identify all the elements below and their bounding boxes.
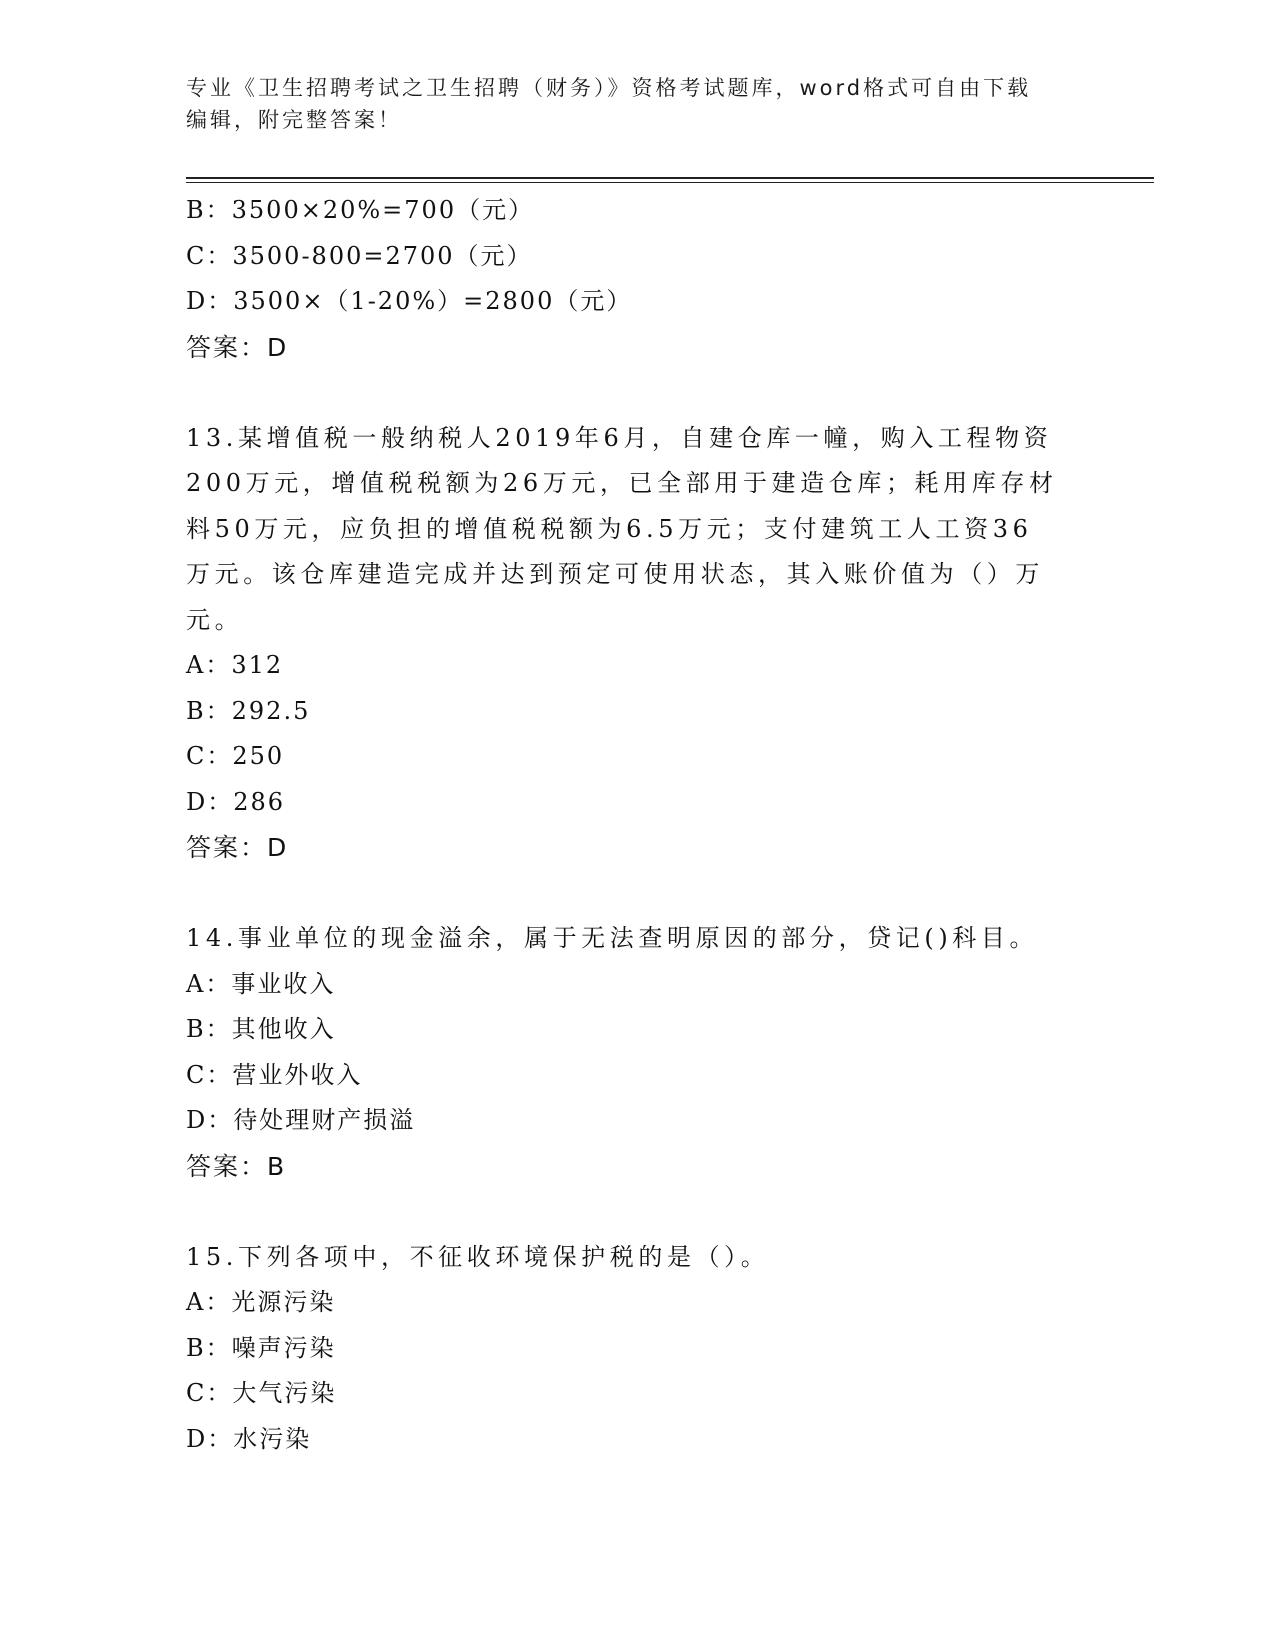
q12-option-d: D：3500×（1-20%）=2800（元） bbox=[186, 287, 633, 315]
q13-stem-line-5: 元。 bbox=[186, 605, 244, 634]
header-line-2: 编辑，附完整答案！ bbox=[186, 108, 402, 132]
q13-stem-line-3: 料50万元，应负担的增值税税额为6.5万元；支付建筑工人工资36 bbox=[186, 514, 1033, 543]
header-line-1: 专业《卫生招聘考试之卫生招聘（财务）》资格考试题库，word格式可自由下载 bbox=[186, 76, 1032, 100]
q13-stem-line-4: 万元。该仓库建造完成并达到预定可使用状态，其入账价值为（）万 bbox=[186, 560, 1044, 588]
q15-option-c: C：大气污染 bbox=[186, 1379, 337, 1407]
document-body bbox=[186, 188, 1066, 1462]
q13-option-c: C：250 bbox=[186, 742, 285, 770]
q12-option-b: B：3500×20%=700（元） bbox=[186, 196, 535, 224]
spacer bbox=[186, 370, 1066, 416]
q14-option-d: D：待处理财产损溢 bbox=[186, 1106, 416, 1134]
q13-option-d: D：286 bbox=[186, 787, 286, 816]
spacer bbox=[186, 871, 1066, 917]
q13-stem-line-2: 200万元，增值税税额为26万元，已全部用于建造仓库；耗用库存材 bbox=[186, 469, 1058, 497]
question-14 bbox=[186, 916, 1066, 1189]
spacer bbox=[186, 1189, 1066, 1235]
q15-stem: 15.下列各项中，不征收环境保护税的是（）。 bbox=[186, 1242, 770, 1271]
q15-option-b: B：噪声污染 bbox=[186, 1333, 336, 1362]
q13-stem-line-1: 13.某增值税一般纳税人2019年6月，自建仓库一幢，购入工程物资 bbox=[186, 423, 1053, 452]
q14-option-c: C：营业外收入 bbox=[186, 1060, 363, 1089]
q13-answer: 答案：D bbox=[186, 833, 289, 862]
header-divider bbox=[186, 177, 1154, 183]
q13-option-a: A：312 bbox=[186, 651, 284, 679]
q14-stem: 14.事业单位的现金溢余，属于无法查明原因的部分，贷记()科目。 bbox=[186, 924, 1039, 952]
question-15 bbox=[186, 1235, 1066, 1463]
q14-option-b: B：其他收入 bbox=[186, 1015, 336, 1043]
q15-option-d: D：水污染 bbox=[186, 1424, 312, 1453]
q12-answer: 答案：D bbox=[186, 332, 289, 362]
q15-option-a: A：光源污染 bbox=[186, 1288, 336, 1316]
question-12 bbox=[186, 188, 1066, 370]
q14-option-a: A：事业收入 bbox=[186, 969, 336, 998]
q14-answer: 答案：B bbox=[186, 1151, 287, 1181]
page-header bbox=[186, 72, 1086, 136]
question-13 bbox=[186, 416, 1066, 871]
q12-option-c: C：3500-800=2700（元） bbox=[186, 241, 533, 270]
q13-option-b: B：292.5 bbox=[186, 696, 311, 725]
